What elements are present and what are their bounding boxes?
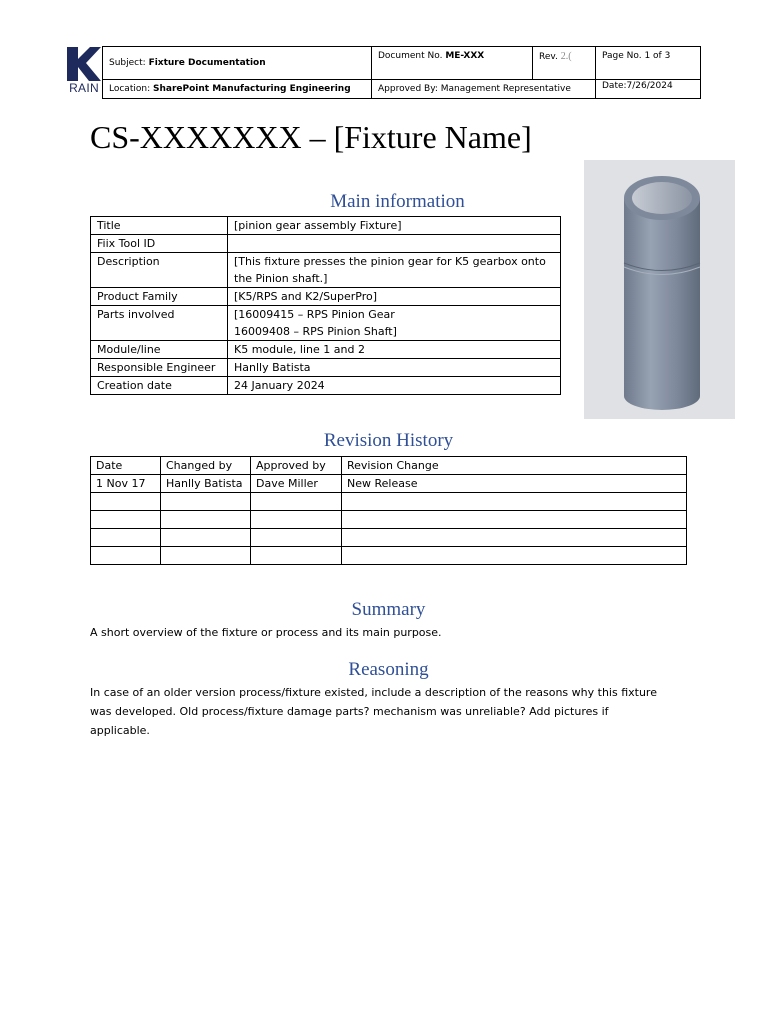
info-key: Title: [91, 217, 228, 235]
info-value-line: the Pinion shaft.]: [234, 272, 328, 285]
table-cell: [91, 529, 161, 547]
column-header: Approved by: [251, 457, 342, 475]
approved-by-cell: [372, 80, 596, 99]
table-row: [91, 529, 687, 547]
revision-history-table: [90, 456, 687, 565]
info-value: K5 module, line 1 and 2: [228, 341, 561, 359]
reasoning-heading: Reasoning: [348, 659, 429, 680]
table-cell: Dave Miller: [251, 475, 342, 493]
column-header: Revision Change: [342, 457, 687, 475]
info-value: [228, 306, 561, 341]
rev-label: Rev.: [539, 52, 558, 62]
document-no-label: Document No.: [378, 51, 443, 61]
page-no: Page No. 1 of 3: [602, 51, 671, 61]
rev-value: 2.(: [560, 51, 572, 62]
rev-cell: [533, 47, 596, 80]
reasoning-line: In case of an older version process/fixture existed, include a description of the reasons why this fixture: [90, 686, 657, 699]
date-cell: [596, 80, 701, 99]
approved-by: Approved By: Management Representative: [378, 84, 571, 94]
info-value-line: [16009415 – RPS Pinion Gear: [234, 308, 395, 321]
logo-k-mark: [66, 46, 102, 82]
reasoning-line: was developed. Old process/fixture damage parts? mechanism was unreliable? Add pictures if: [90, 705, 609, 718]
subject-label: Subject:: [109, 58, 146, 68]
table-cell: New Release: [342, 475, 687, 493]
info-value: [228, 253, 561, 288]
table-cell: [342, 547, 687, 565]
column-header: Date: [91, 457, 161, 475]
info-value-line: [This fixture presses the pinion gear for K5 gearbox onto: [234, 255, 546, 268]
table-row: [91, 511, 687, 529]
header-date: Date:7/26/2024: [602, 81, 673, 91]
main-information-table: [90, 216, 561, 395]
logo-text: RAIN: [69, 81, 99, 95]
info-key: Description: [91, 253, 228, 288]
reasoning-line: applicable.: [90, 724, 150, 737]
table-cell: Hanlly Batista: [161, 475, 251, 493]
table-cell: [91, 547, 161, 565]
info-key: Parts involved: [91, 306, 228, 341]
info-value: Hanlly Batista: [228, 359, 561, 377]
table-row: [91, 341, 561, 359]
location-value: SharePoint Manufacturing Engineering: [152, 84, 351, 94]
document-no-cell: [372, 47, 533, 80]
table-cell: [251, 511, 342, 529]
location-label: Location:: [109, 84, 151, 94]
info-key: Fiix Tool ID: [91, 235, 228, 253]
table-cell: [161, 511, 251, 529]
company-logo: [66, 46, 102, 96]
table-cell: [251, 493, 342, 511]
document-title: CS-XXXXXXX – [Fixture Name]: [90, 119, 532, 155]
subject-value: Fixture Documentation: [148, 58, 266, 68]
table-header-row: [91, 457, 687, 475]
document-header-table: [102, 46, 701, 99]
table-cell: [161, 547, 251, 565]
info-value-line: 16009408 – RPS Pinion Shaft]: [234, 325, 397, 338]
table-cell: [342, 529, 687, 547]
table-row: [91, 475, 687, 493]
table-cell: [91, 493, 161, 511]
table-row: [91, 288, 561, 306]
subject-cell: [103, 47, 372, 80]
info-value: [K5/RPS and K2/SuperPro]: [228, 288, 561, 306]
table-row: [91, 217, 561, 235]
table-cell: [161, 529, 251, 547]
info-value: [pinion gear assembly Fixture]: [228, 217, 561, 235]
table-cell: [91, 511, 161, 529]
table-cell: 1 Nov 17: [91, 475, 161, 493]
info-value: 24 January 2024: [228, 377, 561, 395]
table-row: [91, 253, 561, 288]
summary-heading: Summary: [351, 599, 426, 620]
table-row: [91, 493, 687, 511]
table-cell: [251, 547, 342, 565]
info-key: Module/line: [91, 341, 228, 359]
table-row: [91, 377, 561, 395]
table-row: [91, 359, 561, 377]
table-cell: [251, 529, 342, 547]
document-no-value: ME-XXX: [445, 51, 485, 61]
info-key: Responsible Engineer: [91, 359, 228, 377]
table-cell: [342, 493, 687, 511]
location-cell: [103, 80, 372, 99]
info-value: [228, 235, 561, 253]
column-header: Changed by: [161, 457, 251, 475]
info-key: Creation date: [91, 377, 228, 395]
info-key: Product Family: [91, 288, 228, 306]
table-cell: [342, 511, 687, 529]
table-row: [91, 235, 561, 253]
main-information-heading: Main information: [330, 191, 465, 212]
summary-text: A short overview of the fixture or process and its main purpose.: [90, 626, 442, 639]
table-cell: [161, 493, 251, 511]
page-no-cell: [596, 47, 701, 80]
table-row: [91, 306, 561, 341]
table-row: [91, 547, 687, 565]
revision-history-heading: Revision History: [323, 430, 454, 451]
reasoning-text: [90, 683, 690, 740]
